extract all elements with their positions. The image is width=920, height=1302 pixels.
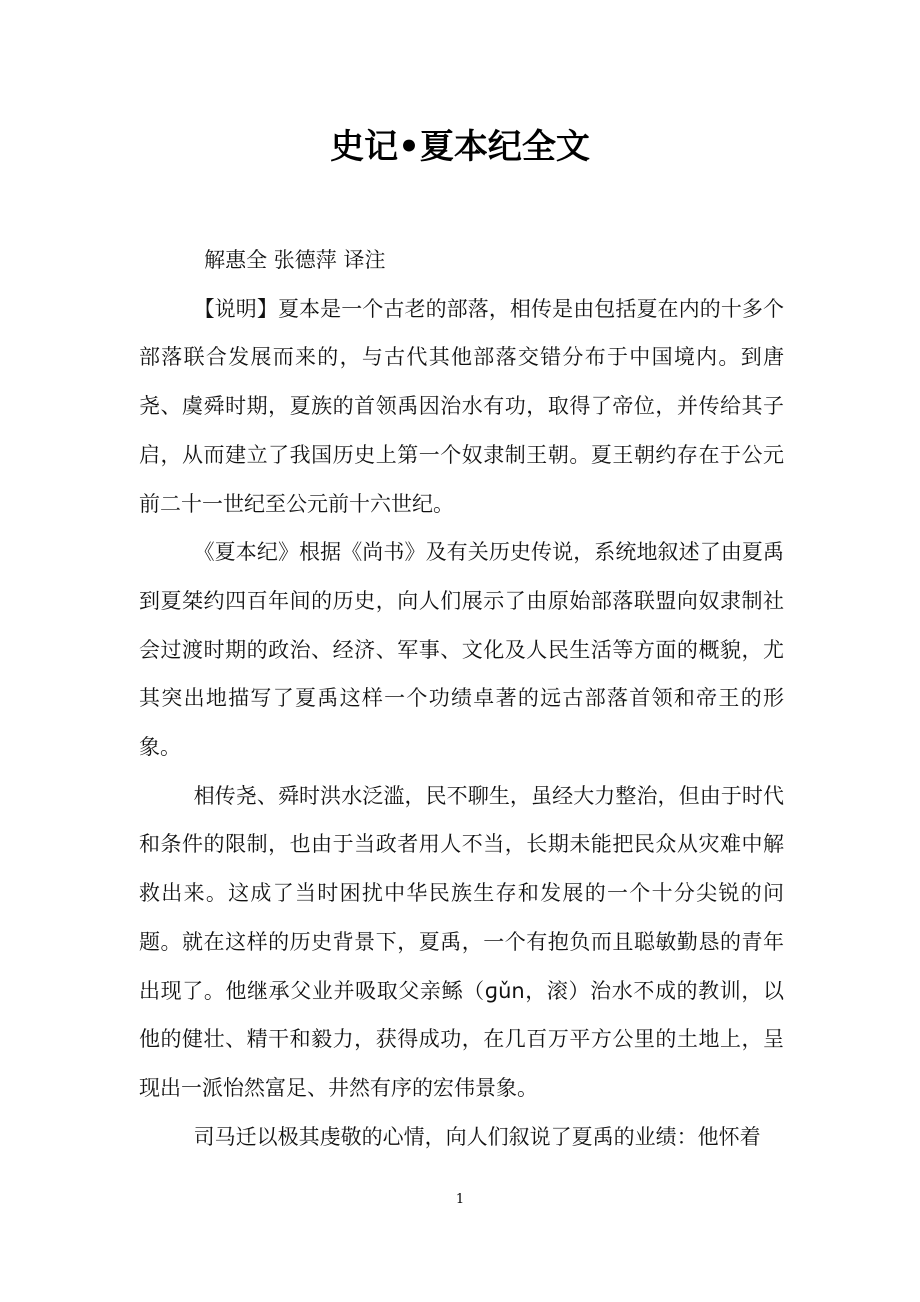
- document-body: [139, 236, 784, 1161]
- page-number: 1: [455, 1192, 465, 1207]
- paragraph-background: 相传尧、舜时洪水泛滥，民不聊生，虽经大力整治，但由于时代和条件的限制，也由于当政者用人不当，长期未能把民众从灾难中解救出来。这成了当时困扰中华民族生存和发展的一个十分尖锐的问题。就在这样的历史背景下，夏禹，一个有抱负而且聪敏勤恳的青年出现了。他继承父业并吸取父亲鲧（ɡǔn，滚）治水不成的教训，以他的健壮、精干和毅力，获得成功，在几百万平方公里的土地上，呈现出一派怡然富足、井然有序的宏伟景象。: [139, 783, 784, 1100]
- paragraph-overview: 《夏本纪》根据《尚书》及有关历史传说，系统地叙述了由夏禹到夏桀约四百年间的历史，向人们展示了由原始部落联盟向奴隶制社会过渡时期的政治、经济、军事、文化及人民生活等方面的概貌，尤其突出地描写了夏禹这样一个功绩卓著的远古部落首领和帝王的形象。: [139, 540, 784, 760]
- translator-line: 解惠全 张德萍 译注: [204, 248, 386, 272]
- paragraph-sima-qian: 司马迁以极其虔敬的心情，向人们叙说了夏禹的业绩：他怀着: [193, 1124, 761, 1149]
- paragraph-explanation: 【说明】夏本是一个古老的部落，相传是由包括夏在内的十多个部落联合发展而来的，与古代其他部落交错分布于中国境内。到唐尧、虞舜时期，夏族的首领禹因治水有功，取得了帝位，并传给其子启，从而建立了我国历史上第一个奴隶制王朝。夏王朝约存在于公元前二十一世纪至公元前十六世纪。: [139, 296, 784, 516]
- document-title: 史记•夏本纪全文: [330, 127, 590, 167]
